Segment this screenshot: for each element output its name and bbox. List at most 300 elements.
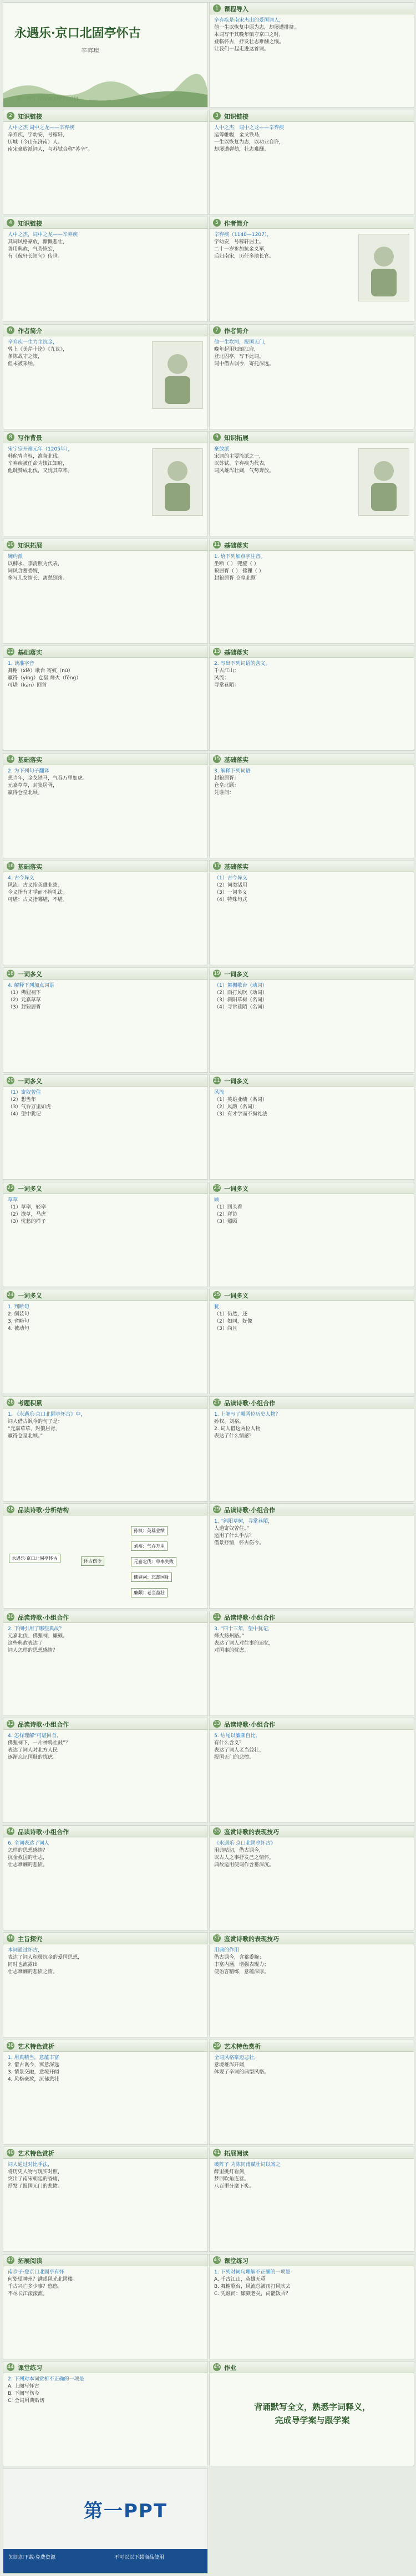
- slide-text-line: 表达了词人积极抗金的爱国思想，: [8, 1955, 83, 1960]
- slide-heading: 鉴赏诗歌的表现技巧: [224, 1935, 279, 1943]
- slide-heading: 艺术特色赏析: [18, 2150, 54, 2157]
- slide-thumbnail[interactable]: [3, 646, 208, 751]
- slide-thumbnail[interactable]: [209, 1074, 414, 1180]
- slide-number: 40: [7, 2150, 14, 2155]
- slide-heading: 知识拓展: [18, 541, 42, 549]
- slide-thumbnail[interactable]: [3, 753, 208, 858]
- slide-header: [210, 3, 414, 14]
- footer-left-text: 知识加下载·免费资源: [9, 2554, 55, 2560]
- slide-heading: 品读诗歌·小组合作: [224, 1399, 276, 1407]
- slide-thumbnail[interactable]: [3, 431, 208, 536]
- slide-header: [210, 217, 414, 229]
- slide-text-line: A. 千古江山，英雄无觅: [214, 2276, 266, 2282]
- slide-header: [3, 646, 207, 658]
- slide-thumbnail[interactable]: [209, 2, 414, 107]
- slide-header: [210, 1075, 414, 1087]
- slide-header: [210, 1289, 414, 1301]
- slide-text-line: 用典的作用: [214, 1948, 240, 1953]
- slide-header: [210, 1182, 414, 1194]
- slide-text-line: 4. 解释下列加点词语: [8, 982, 54, 989]
- brand-logo: 第一PPT: [84, 2500, 168, 2522]
- slide-text-line: 辛弃疾是南宋杰出的爱国词人，: [214, 18, 285, 23]
- slide-text-line: 全词风格豪迈悲壮，: [214, 2055, 260, 2061]
- slide-text-line: 风流：: [214, 675, 230, 681]
- slide-heading: 主旨探究: [18, 1935, 42, 1943]
- slide-thumbnail[interactable]: [3, 1718, 208, 1823]
- slide-text-line: 词风含蓄委婉，: [8, 568, 43, 574]
- slide-heading: 一词多义: [224, 970, 248, 978]
- slide-text-line: 突出了南宋朝廷的昏庸，: [8, 2176, 63, 2182]
- slide-text-line: 1. 《永遇乐·京口北固亭怀古》中，: [8, 1411, 86, 1417]
- illustration-image: [152, 448, 203, 516]
- slide-body: [8, 554, 203, 639]
- slide-heading: 写作背景: [18, 434, 42, 442]
- slide-thumbnail[interactable]: [3, 2361, 208, 2466]
- slide-text-line: 晚年起用知镇江府，: [214, 346, 260, 352]
- slide-text-line: 善用典故，气势恢宏，: [8, 247, 58, 252]
- slide-text-line: 破阵子·为陈同甫赋壮词以寄之: [214, 2162, 281, 2168]
- slide-text-line: 宋宁宗开禧元年（1205年），: [8, 447, 73, 452]
- slide-thumbnail[interactable]: [209, 1611, 414, 1716]
- slide-text-line: 不尽长江滚滚流。: [8, 2291, 48, 2297]
- slide-body: [214, 1411, 409, 1497]
- slide-heading: 知识链接: [18, 220, 42, 227]
- slide-text-line: （2）想当年: [8, 1097, 36, 1103]
- slide-text-line: 多写儿女情长、离愁别绪。: [8, 575, 68, 581]
- slide-thumbnail[interactable]: [209, 2361, 414, 2466]
- slide-thumbnail[interactable]: [3, 2254, 208, 2359]
- slide-heading: 知识链接: [18, 112, 42, 120]
- slide-body: [214, 660, 409, 746]
- slide-header: [3, 2255, 207, 2266]
- slide-header: [210, 754, 414, 765]
- slide-body: [214, 875, 409, 960]
- slide-number: 29: [214, 1507, 220, 1512]
- slide-text-line: 2. 下列对本词赏析不正确的一项是: [8, 2377, 84, 2382]
- slide-text-line: （1）仍然，还: [214, 1312, 247, 1317]
- slide-header: [3, 110, 207, 122]
- slide-body: [214, 125, 409, 210]
- slide-text-line: 借景抒情，怀古伤今。: [214, 1540, 265, 1546]
- document-author: 辛弃疾: [81, 47, 99, 54]
- slide-thumbnail[interactable]: [3, 967, 208, 1073]
- slide-text-line: 曾上《美芹十论》《九议》，: [8, 346, 68, 352]
- slide-text-line: 2. 下阕引用了哪些典故？: [8, 1626, 64, 1632]
- slide-header: [3, 1826, 207, 1837]
- slide-text-line: 1. 给下列加点字注音。: [214, 554, 266, 560]
- slide-heading: 作者简介: [224, 220, 248, 227]
- slide-text-line: 1. 读准字音: [8, 661, 34, 667]
- slide-body: [8, 1089, 203, 1175]
- slide-body: [8, 1197, 203, 1282]
- slide-text-line: （2）元嘉草草: [8, 997, 41, 1003]
- slide-thumbnail[interactable]: [209, 860, 414, 965]
- slide-heading: 一词多义: [224, 1078, 248, 1085]
- slide-text-line: 意境雄浑开阔，: [214, 2062, 250, 2068]
- slide-heading: 课堂练习: [224, 2257, 248, 2265]
- slide-number: 17: [214, 863, 220, 869]
- slide-text-line: 词人怎样的思想感情？: [8, 1647, 58, 1653]
- slide-thumbnail[interactable]: [209, 1825, 414, 1930]
- slide-body: [214, 339, 409, 424]
- slide-text-line: 1. 判断句: [8, 1304, 29, 1310]
- slide-text-line: 却屡遭弹劾，壮志难酬。: [214, 146, 270, 152]
- slide-text-line: 寻常巷陌：: [214, 683, 240, 688]
- slide-text-line: 1. 用典精当，意蕴丰富: [8, 2055, 59, 2061]
- slide-number: 5: [213, 219, 221, 227]
- slide-text-line: 他一生坎坷，报国无门，: [214, 339, 270, 345]
- slide-text-line: 3. 解释下列词语: [214, 768, 251, 774]
- slide-text-line: （1）舞榭歌台（动词）: [214, 982, 267, 989]
- slide-body: [214, 1840, 409, 1925]
- slide-header: [210, 1933, 414, 1944]
- slide-body: [8, 768, 203, 853]
- slide-text-line: 梦回吹角连营。: [214, 2176, 250, 2182]
- slide-thumbnail[interactable]: [209, 967, 414, 1073]
- slide-thumbnail[interactable]: [209, 1718, 414, 1823]
- slide-text-line: 体现了辛词的典型风格。: [214, 2069, 270, 2075]
- slide-text-line: 用典贴切，借古讽今，: [214, 1847, 265, 1853]
- slide-number: 7: [213, 326, 221, 334]
- slide-text-line: 赢得仓皇北顾。”: [8, 1433, 43, 1439]
- slide-heading: 知识拓展: [224, 434, 248, 442]
- slide-thumbnail[interactable]: [209, 539, 414, 644]
- slide-text-line: 仓皇北顾：: [214, 782, 240, 788]
- slide-text-line: 二十一岁参加抗金义军，: [214, 247, 270, 252]
- slide-text-line: 封狼居胥 仓皇北顾: [214, 575, 256, 581]
- slide-body: [214, 1089, 409, 1175]
- slide-text-line: （3）照顾: [214, 1218, 237, 1225]
- slide-text-line: 千古江山：: [214, 668, 240, 674]
- slide-thumbnail[interactable]: [3, 2, 208, 107]
- slide-text-line: （3）忧愁的样子: [8, 1218, 46, 1225]
- slide-text-line: 千古兴亡多少事？悠悠。: [8, 2283, 63, 2290]
- slide-text-line: 八百里分麾下炙。: [214, 2184, 255, 2189]
- slide-heading: 基础落实: [224, 863, 248, 870]
- slide-text-line: 烽火扬州路。”: [214, 1633, 245, 1639]
- structure-node: 廉颇：老当益壮: [131, 1588, 168, 1597]
- slide-header: [210, 1504, 414, 1515]
- slide-heading: 基础落实: [18, 649, 42, 656]
- slide-thumbnail[interactable]: [3, 1289, 208, 1394]
- slide-thumbnail[interactable]: [209, 431, 414, 536]
- slide-text-line: 辛弃疾，字幼安，号稼轩，: [8, 132, 68, 138]
- slide-body: [8, 1304, 203, 1389]
- slide-text-line: 逐渐忘记国耻的忧虑。: [8, 1755, 58, 1760]
- slide-number: 44: [7, 2364, 14, 2370]
- slide-number: 26: [7, 1399, 14, 1405]
- slide-text-line: 3. “四十三年，望中犹记，: [214, 1626, 273, 1632]
- slide-text-line: （1）回头看: [214, 1204, 242, 1210]
- slide-text-line: 顾: [214, 1197, 220, 1203]
- slide-text-line: 4. 风格豪放，沉郁悲壮: [8, 2076, 59, 2082]
- slide-text-line: 同时也流露出: [8, 1962, 38, 1968]
- slide-text-line: 辛弃疾一生力主抗金，: [8, 339, 58, 345]
- slide-heading: 作者简介: [18, 327, 42, 335]
- slide-text-line: 词风雄浑壮阔，气势奔放。: [214, 468, 275, 474]
- slide-header: [3, 1182, 207, 1194]
- slide-thumbnail[interactable]: [3, 1503, 208, 1609]
- slide-text-line: 运用了什么手法？: [214, 1533, 255, 1539]
- slide-header: [210, 110, 414, 122]
- slide-number: 1: [213, 4, 221, 12]
- homework-text: [226, 2400, 398, 2427]
- slide-text-line: B. 舞榭歌台，风流总被雨打风吹去: [214, 2283, 291, 2290]
- slide-text-line: 醉里挑灯看剑，: [214, 2169, 250, 2175]
- slide-text-line: 人中之杰，词中之龙——辛弃疾: [8, 232, 78, 238]
- slide-thumbnail[interactable]: [3, 2469, 208, 2574]
- slide-heading: 作业: [224, 2364, 236, 2372]
- slide-text-line: 孙权、刘裕。: [214, 1418, 245, 1425]
- slide-text-line: 2. 写出下列词语的含义。: [214, 661, 271, 667]
- slide-text-line: 南宋豪放派词人，与苏轼合称“苏辛”。: [8, 146, 93, 152]
- slide-number: 34: [7, 1828, 14, 1834]
- slide-number: 13: [214, 649, 220, 654]
- slide-thumbnail[interactable]: [209, 2040, 414, 2145]
- slide-text-line: 借古讽今，含蓄委婉；: [214, 1955, 265, 1960]
- slide-number: 37: [214, 1935, 220, 1941]
- slide-thumbnail[interactable]: [3, 860, 208, 965]
- slide-thumbnail[interactable]: [209, 1503, 414, 1609]
- slide-body: [214, 1518, 409, 1604]
- slide-body: [8, 982, 203, 1068]
- slide-thumbnail[interactable]: [3, 324, 208, 429]
- slide-thumbnail[interactable]: [209, 2254, 414, 2359]
- slide-body: [8, 2055, 203, 2140]
- slide-text-line: 1. “斜阳草树，寻常巷陌，: [214, 1519, 273, 1524]
- slide-text-line: 他既赞成北伐，又忧其草率。: [8, 468, 73, 474]
- homework-line: 背诵默写全文，熟悉字词释义，: [253, 2402, 371, 2412]
- slide-heading: 拓展阅读: [18, 2257, 42, 2265]
- slide-heading: 基础落实: [224, 649, 248, 656]
- slide-header: [210, 2362, 414, 2373]
- slide-header: [3, 1611, 207, 1623]
- slide-body: [214, 1947, 409, 2032]
- slide-number: 8: [7, 433, 14, 441]
- slide-body: [214, 768, 409, 853]
- slide-body: [214, 17, 409, 103]
- slide-number: 16: [7, 863, 14, 869]
- slide-text-line: 表达了词人对往事的追忆，: [214, 1640, 275, 1646]
- slide-header: [210, 646, 414, 658]
- slide-header: [3, 968, 207, 980]
- slide-text-line: 登北固亭，写下此词。: [214, 354, 265, 360]
- slide-text-line: 1. 上阕写了哪两位历史人物？: [214, 1411, 281, 1417]
- slide-text-line: 词人通过对比手法，: [8, 2162, 53, 2168]
- slide-thumbnail[interactable]: [3, 2147, 208, 2252]
- slide-text-line: 可堪：古义指哪堪，不堪。: [8, 897, 68, 903]
- slide-text-line: 婉约派: [8, 554, 23, 560]
- structure-title: 永遇乐·京口北固亭怀古: [9, 1554, 60, 1563]
- structure-diagram: [9, 1526, 203, 1604]
- slide-text-line: （3）尚且: [214, 1326, 237, 1331]
- slide-text-line: 将历史人物与现实对照，: [8, 2169, 63, 2175]
- slide-heading: 作者简介: [224, 327, 248, 335]
- slide-header: [3, 539, 207, 551]
- slide-header: [210, 2255, 414, 2266]
- slide-heading: 一词多义: [224, 1292, 248, 1299]
- structure-node: 佛狸祠：忘却国耻: [131, 1573, 172, 1582]
- slide-text-line: B. 下阕写伤今: [8, 2391, 39, 2396]
- slide-heading: 一词多义: [18, 1292, 42, 1299]
- slide-header: [210, 539, 414, 551]
- slide-text-line: （2）潦草，马虎: [8, 1211, 46, 1217]
- slide-text-line: 6. 全词表达了词人: [8, 1840, 49, 1846]
- slide-text-line: 元嘉草草，封狼居胥，: [8, 782, 58, 788]
- structure-node: 孙权：英雄业绩: [131, 1526, 168, 1535]
- slide-text-line: 佛狸祠下，一片神鸦社鼓”？: [8, 1740, 70, 1746]
- slide-text-line: （3）有才学而不拘礼法: [214, 1112, 267, 1117]
- slide-heading: 品读诗歌·小组合作: [224, 1507, 276, 1514]
- slide-header: [210, 1611, 414, 1623]
- slide-text-line: （3）封狼居胥: [8, 1004, 41, 1010]
- slide-header: [3, 1933, 207, 1944]
- slide-thumbnail[interactable]: [3, 2040, 208, 2145]
- slide-text-line: 风流：古义指英雄业绩；: [8, 883, 63, 888]
- slide-body: [8, 1947, 203, 2032]
- slide-text-line: 有什么含义？: [214, 1740, 245, 1746]
- slide-text-line: 南乡子·登京口北固亭有怀: [8, 2269, 64, 2275]
- slide-text-line: C. 凭谁问：廉颇老矣，尚能饭否？: [214, 2291, 291, 2297]
- slide-header: [3, 1397, 207, 1409]
- slide-text-line: “元嘉草草，封狼居胥，: [8, 1426, 60, 1432]
- slide-thumbnail[interactable]: [209, 1289, 414, 1394]
- slide-text-line: 人中之杰，词中之龙——辛弃疾: [214, 125, 285, 131]
- slide-thumbnail[interactable]: [209, 2147, 414, 2252]
- slide-text-line: （1）古今异义: [214, 875, 247, 881]
- slide-heading: 艺术特色赏析: [18, 2042, 54, 2050]
- slide-text-line: 报国无门的悲愤。: [214, 1755, 255, 1760]
- slide-thumbnail[interactable]: [209, 1182, 414, 1287]
- slide-text-line: （2）风韵（名词）: [214, 1104, 257, 1110]
- slide-body: [8, 2376, 203, 2461]
- slide-text-line: （1）草率，轻率: [8, 1204, 46, 1210]
- slide-number: 45: [214, 2364, 220, 2370]
- slide-number: 6: [7, 326, 14, 334]
- slide-number: 38: [7, 2042, 14, 2048]
- slide-header: [3, 432, 207, 443]
- slide-heading: 一词多义: [18, 1185, 42, 1192]
- slide-heading: 一词多义: [18, 970, 42, 978]
- structure-node: 元嘉北伐：草率失败: [131, 1557, 176, 1566]
- portrait-icon: [153, 342, 202, 408]
- slide-number: 33: [214, 1721, 220, 1727]
- slide-heading: 课堂练习: [18, 2364, 42, 2372]
- slide-thumbnail[interactable]: [3, 110, 208, 215]
- slide-number: 25: [214, 1292, 220, 1298]
- slide-thumbnail[interactable]: [3, 217, 208, 322]
- slide-text-line: （1）佛狸祠下: [8, 990, 41, 996]
- slide-number: 21: [214, 1078, 220, 1083]
- slide-thumbnail[interactable]: [3, 1932, 208, 2037]
- slide-number: 22: [7, 1185, 14, 1191]
- portrait-icon: [153, 449, 202, 515]
- slide-heading: 一词多义: [224, 1185, 248, 1192]
- slide-text-line: 豪放派: [214, 447, 230, 452]
- slide-number: 27: [214, 1399, 220, 1405]
- slide-text-line: （2）拜访: [214, 1211, 237, 1217]
- slide-body: [214, 1733, 409, 1818]
- slide-text-line: 3. 情景交融，意境开阔: [8, 2069, 59, 2075]
- slide-text-line: （1）寄奴曾住: [8, 1090, 41, 1095]
- slide-header: [210, 2040, 414, 2052]
- slide-thumbnail[interactable]: [3, 1611, 208, 1716]
- slide-text-line: （3）一词多义: [214, 890, 247, 895]
- slide-body: [214, 1197, 409, 1282]
- slide-thumbnail[interactable]: [209, 217, 414, 322]
- slide-thumbnail[interactable]: [3, 539, 208, 644]
- mountain-decoration: [3, 74, 207, 107]
- slide-text-line: 壮志难酬的悲愤。: [8, 1862, 48, 1868]
- slide-text-line: 元嘉北伐、佛狸祠、廉颇。: [8, 1633, 68, 1639]
- slide-text-line: 抗金救国的壮志，: [8, 1855, 48, 1861]
- slide-text-line: 使语言精练，意蕴深厚。: [214, 1969, 270, 1975]
- slide-thumbnail[interactable]: [3, 1182, 208, 1287]
- structure-center: 怀古伤今: [81, 1556, 104, 1566]
- slide-number: 24: [7, 1292, 14, 1298]
- slide-text-line: 今义指有才学而不拘礼法。: [8, 890, 68, 895]
- slide-text-line: 2. 借古讽今，寓意深远: [8, 2062, 59, 2068]
- slide-text-line: 凭谁问：: [214, 790, 235, 796]
- slide-text-line: 他一生以恢复中原为志，却屡遭排挤。: [214, 25, 300, 30]
- slide-text-line: 让我们一起走进这首词。: [214, 47, 270, 52]
- slide-text-line: （3）气吞万里如虎: [8, 1104, 51, 1110]
- slide-heading: 基础落实: [224, 756, 248, 764]
- slide-header: [210, 861, 414, 872]
- slide-heading: 课程导入: [224, 6, 248, 13]
- slide-heading: 一词多义: [18, 1078, 42, 1085]
- slide-text-line: 草草: [8, 1197, 18, 1203]
- slide-text-line: （2）词类活用: [214, 883, 247, 888]
- slide-heading: 基础落实: [18, 863, 42, 870]
- slide-heading: 艺术特色赏析: [224, 2042, 261, 2050]
- slide-body: [214, 1304, 409, 1389]
- footer-strip: [3, 2549, 207, 2573]
- slide-text-line: 2. 词人借这两位人物: [214, 1426, 261, 1432]
- slide-thumbnail[interactable]: [209, 753, 414, 858]
- slide-heading: 品读诗歌·分析结构: [18, 1507, 69, 1514]
- slide-body: [8, 1733, 203, 1818]
- slide-number: 36: [7, 1935, 14, 1941]
- slide-header: [210, 968, 414, 980]
- slide-heading: 知识链接: [224, 112, 248, 120]
- slide-header: [210, 1826, 414, 1837]
- slide-body: [8, 2162, 203, 2247]
- slide-text-line: 风流: [214, 1090, 225, 1095]
- slide-text-line: 辛弃疾（1140—1207），: [214, 232, 272, 238]
- slide-text-line: 以古人之事抒发己之情怀。: [214, 1855, 275, 1861]
- slide-text-line: （4）寻常巷陌（名词）: [214, 1004, 267, 1010]
- slide-thumbnail[interactable]: [209, 1932, 414, 2037]
- slide-body: [8, 660, 203, 746]
- slide-thumbnail[interactable]: [209, 646, 414, 751]
- slide-text-line: 4. 被动句: [8, 1326, 29, 1331]
- slide-thumbnail[interactable]: [3, 1825, 208, 1930]
- slide-text-line: 以苏轼、辛弃疾为代表，: [214, 461, 270, 467]
- slide-thumbnail[interactable]: [209, 1396, 414, 1502]
- slide-text-line: 壮志难酬的悲愤之情。: [8, 1969, 58, 1975]
- slide-text-line: 后归南宋，历任多地长官。: [214, 254, 275, 259]
- slide-text-line: 这些典故表达了: [8, 1640, 43, 1646]
- slide-thumbnail[interactable]: [209, 110, 414, 215]
- slide-thumbnail[interactable]: [3, 1074, 208, 1180]
- slide-text-line: （1）英雄业绩（名词）: [214, 1097, 267, 1103]
- slide-thumbnail[interactable]: [3, 1396, 208, 1502]
- slide-thumbnail[interactable]: [209, 324, 414, 429]
- slide-header: [210, 1718, 414, 1730]
- slide-text-line: 抒发了报国无门的悲愤。: [8, 2184, 63, 2189]
- portrait-icon: [359, 234, 409, 301]
